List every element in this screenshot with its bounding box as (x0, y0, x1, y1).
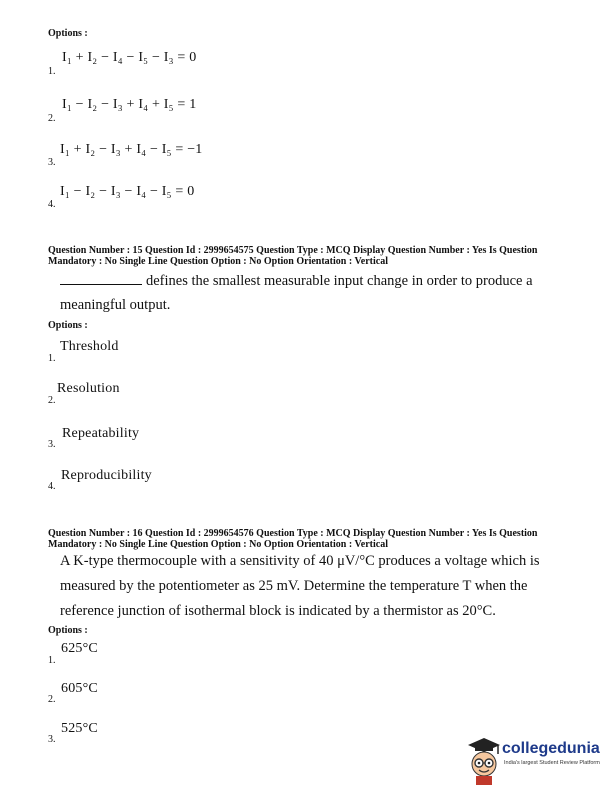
option-number: 3. (48, 157, 56, 168)
logo-name: collegedunia (502, 740, 600, 757)
option-text: Repeatability (62, 426, 140, 441)
option-text: 605°C (61, 681, 98, 696)
option-text: Reproducibility (61, 468, 152, 483)
logo-tagline: India's largest Student Review Platform (504, 760, 600, 766)
options-label: Options : (48, 320, 88, 331)
option-text: I₁ + I₂ − I₄ − I₅ − I₃ = 0 (62, 50, 197, 65)
option-number: 4. (48, 199, 56, 210)
option-number: 2. (48, 113, 56, 124)
question-text-line: meaningful output. (60, 297, 171, 313)
option-number: 1. (48, 353, 56, 364)
option-number: 4. (48, 481, 56, 492)
option-text: I₁ − I₂ − I₃ − I₄ − I₅ = 0 (60, 184, 195, 199)
question-text-line: reference junction of isothermal block is indicated by a thermistor as 20°C. (60, 603, 496, 619)
question-text-line: defines the smallest measurable input change in order to produce a (146, 273, 533, 289)
options-label: Options : (48, 625, 88, 636)
option-text: I₁ − I₂ − I₃ + I₄ + I₅ = 1 (62, 97, 197, 112)
option-text: 525°C (61, 721, 98, 736)
question-header: Question Number : 16 Question Id : 2999654576 Question Type : MCQ Display Question Number : Yes Is Question (48, 528, 538, 539)
answer-blank (60, 272, 142, 285)
question-header: Question Number : 15 Question Id : 2999654575 Question Type : MCQ Display Question Number : Yes Is Question (48, 245, 538, 256)
option-number: 2. (48, 395, 56, 406)
question-header: Mandatory : No Single Line Question Option : No Option Orientation : Vertical (48, 256, 389, 267)
question-text (60, 272, 533, 290)
question-text-line: measured by the potentiometer as 25 mV. Determine the temperature T when the (60, 578, 528, 594)
option-number: 1. (48, 66, 56, 77)
option-text: I₁ + I₂ − I₃ + I₄ − I₅ = −1 (60, 142, 203, 157)
option-number: 1. (48, 655, 56, 666)
collegedunia-logo (466, 736, 608, 788)
option-number: 3. (48, 734, 56, 745)
option-text: Resolution (57, 381, 120, 396)
option-number: 2. (48, 694, 56, 705)
question-header: Mandatory : No Single Line Question Option : No Option Orientation : Vertical (48, 539, 389, 550)
option-number: 3. (48, 439, 56, 450)
option-text: 625°C (61, 641, 98, 656)
question-text-line: A K-type thermocouple with a sensitivity of 40 μV/°C produces a voltage which is (60, 553, 540, 569)
option-text: Threshold (60, 339, 119, 354)
graduate-mascot-icon (466, 736, 502, 786)
options-label: Options : (48, 28, 88, 39)
